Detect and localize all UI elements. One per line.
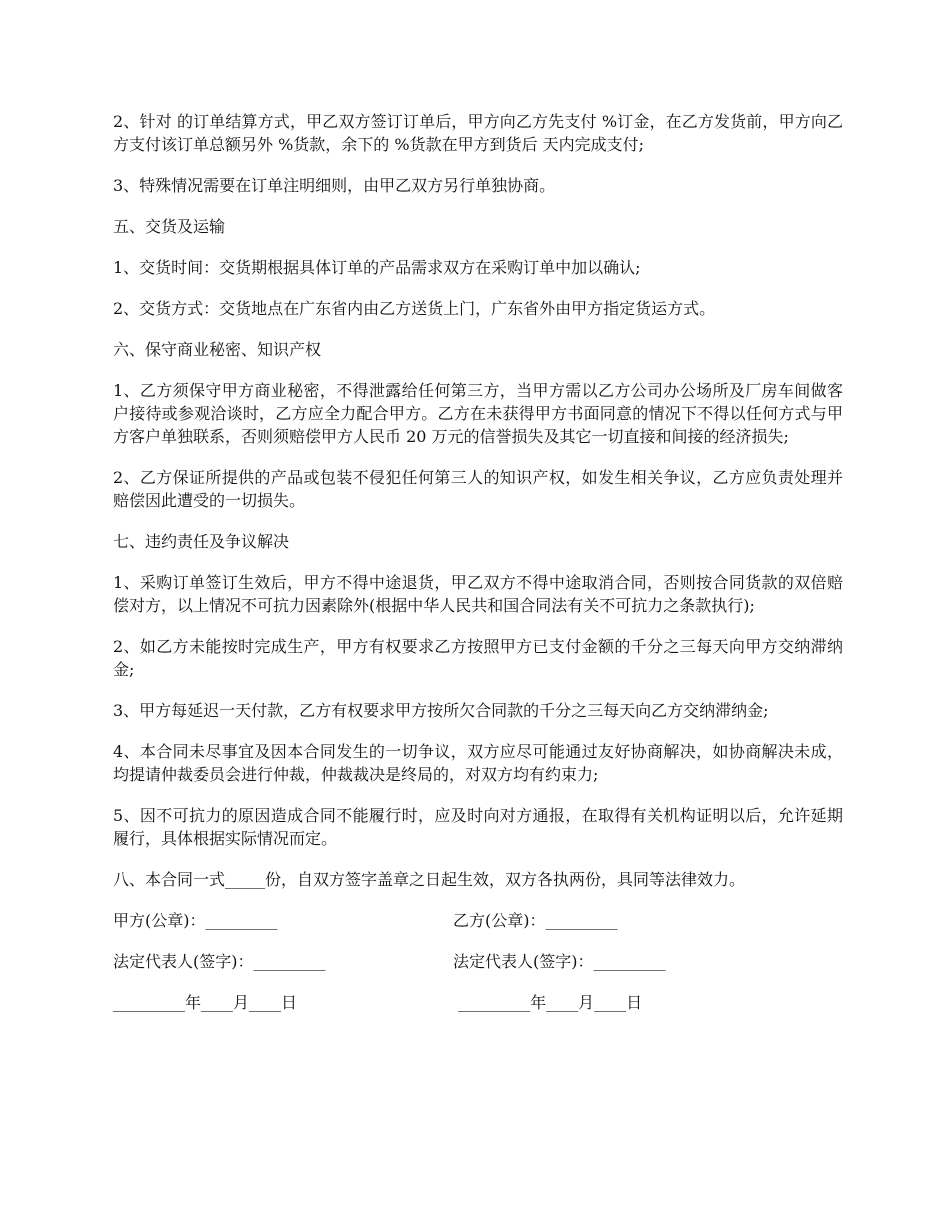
- paragraph-late-payment: 3、甲方每延迟一天付款，乙方有权要求甲方按所欠合同款的千分之三每天向乙方交纳滞纳金;: [113, 701, 769, 720]
- party-a-date-line: _________年____月____日: [113, 993, 298, 1012]
- signature-row-representative: [113, 950, 843, 973]
- party-a-seal-line: 甲方(公章)：_________: [113, 911, 278, 930]
- paragraph-dispute-resolution: 4、本合同未尽事宜及因本合同发生的一切争议，双方应尽可能通过友好协商解决，如协商解决未成，均提请仲裁委员会进行仲裁，仲裁裁决是终局的，对双方均有约束力;: [113, 742, 843, 784]
- paragraph-payment-terms: 2、针对 的订单结算方式，甲乙双方签订订单后，甲方向乙方先支付 %订金，在乙方发货前，甲方向乙方支付该订单总额另外 %货款，余下的 %货款在甲方到货后 天内完成支付;: [113, 112, 843, 154]
- paragraph-no-returns: 1、采购订单签订生效后，甲方不得中途退货，甲乙双方不得中途取消合同，否则按合同货款的双倍赔偿对方，以上情况不可抗力因素除外(根据中华人民共和国合同法有关不可抗力之条款执行);: [113, 573, 843, 615]
- contract-page: [113, 110, 843, 1032]
- party-a-representative-line: 法定代表人(签字)：_________: [113, 952, 326, 971]
- paragraph-delivery-time: 1、交货时间：交货期根据具体订单的产品需求双方在采购订单中加以确认;: [113, 258, 641, 277]
- section-heading-confidentiality: 六、保守商业秘密、知识产权: [113, 340, 322, 359]
- signature-row-seal: [113, 909, 843, 932]
- paragraph-trade-secrets: 1、乙方须保守甲方商业秘密，不得泄露给任何第三方，当甲方需以乙方公司办公场所及厂房车间做客户接待或参观洽谈时，乙方应全力配合甲方。乙方在未获得甲方书面同意的情况下不得以任何方式与甲方客户单独联系，否则须赔偿甲方人民币 20 万元的信誉损失及其它一切直接和间接的经济损失;: [113, 381, 843, 446]
- party-b-seal-line: 乙方(公章)：_________: [453, 911, 618, 930]
- signature-row-date: [113, 991, 843, 1014]
- paragraph-copies-effectiveness: 八、本合同一式_____份，自双方签字盖章之日起生效，双方各执两份，具同等法律效力。: [113, 870, 746, 889]
- paragraph-late-production: 2、如乙方未能按时完成生产，甲方有权要求乙方按照甲方已支付金额的千分之三每天向甲方交纳滞纳金;: [113, 637, 843, 679]
- paragraph-force-majeure: 5、因不可抗力的原因造成合同不能履行时，应及时向对方通报，在取得有关机构证明以后，允许延期履行，具体根据实际情况而定。: [113, 806, 843, 848]
- party-b-date-line: _________年____月____日: [453, 993, 643, 1012]
- party-b-representative-line: 法定代表人(签字)：_________: [453, 952, 666, 971]
- paragraph-delivery-method: 2、交货方式：交货地点在广东省内由乙方送货上门，广东省外由甲方指定货运方式。: [113, 299, 716, 318]
- paragraph-intellectual-property: 2、乙方保证所提供的产品或包装不侵犯任何第三人的知识产权，如发生相关争议，乙方应负责处理并赔偿因此遭受的一切损失。: [113, 468, 843, 510]
- section-heading-liability: 七、违约责任及争议解决: [113, 532, 290, 551]
- paragraph-special-cases: 3、特殊情况需要在订单注明细则，由甲乙双方另行单独协商。: [113, 176, 556, 195]
- section-heading-delivery: 五、交货及运输: [113, 217, 226, 236]
